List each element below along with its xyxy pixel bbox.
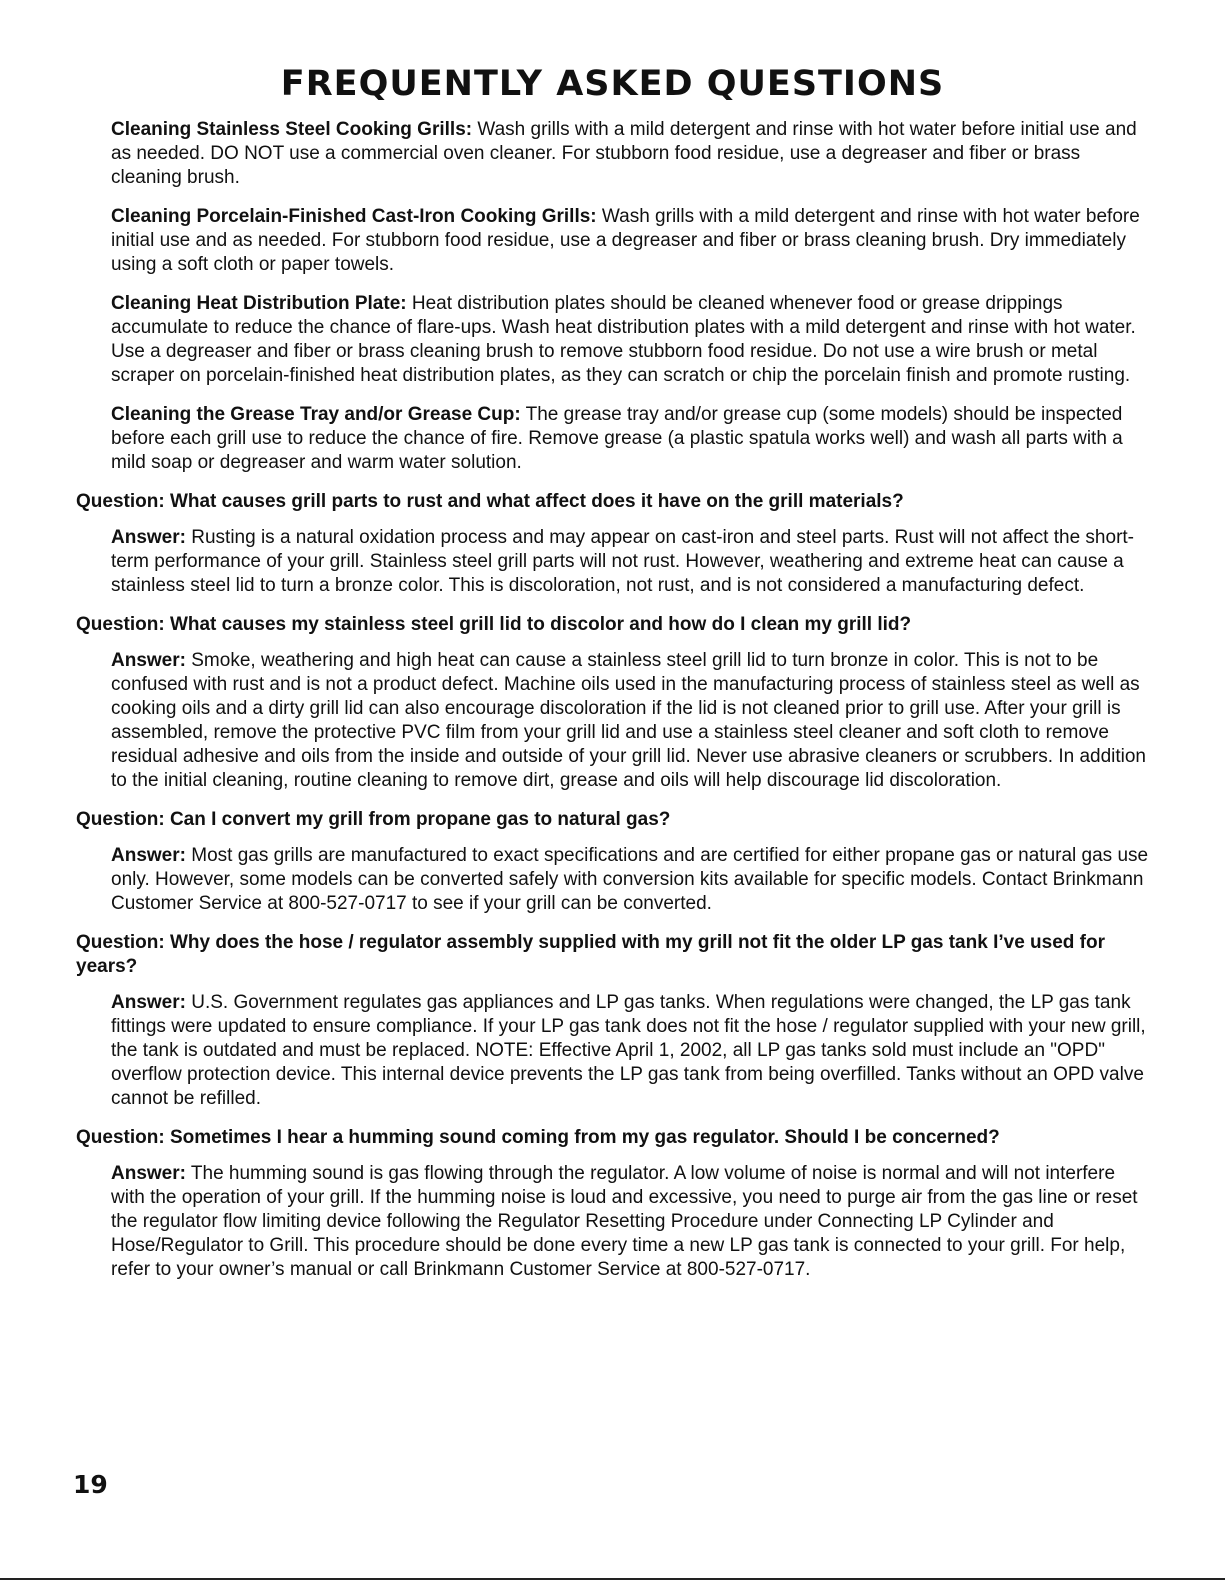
bottom-rule [0, 1578, 1225, 1580]
cleaning-lead: Cleaning Porcelain-Finished Cast-Iron Cooking Grills: [111, 206, 597, 227]
cleaning-stainless-grills [111, 118, 1151, 190]
cleaning-text: The grease tray and/or grease cup (some models) should be inspected before each grill use to reduce the chance of fire. Remove grease (a plastic spatula works well) and wash all parts with a mild soap or degreaser and warm water solution. [111, 404, 1123, 473]
cleaning-text: Wash grills with a mild detergent and rinse with hot water before initial use and as needed. DO NOT use a commercial oven cleaner. For stubborn food residue, use a degreaser and fiber or brass cleaning brush. [111, 119, 1137, 188]
faq-content [76, 118, 1151, 1297]
faq-answer [111, 526, 1151, 598]
cleaning-porcelain-grills [111, 205, 1151, 277]
faq-answer [111, 844, 1151, 916]
page-number: 19 [73, 1470, 108, 1499]
cleaning-text: Wash grills with a mild detergent and rinse with hot water before initial use and as needed. For stubborn food residue, use a degreaser and fiber or brass cleaning brush. Dry immediately using a soft cloth or paper towels. [111, 206, 1140, 275]
cleaning-lead: Cleaning Stainless Steel Cooking Grills: [111, 119, 473, 140]
answer-text: Rusting is a natural oxidation process and may appear on cast-iron and steel parts. Rust will not affect the short-term performance of your grill. Stainless steel grill parts will not rust. However, weathering and extreme heat can cause a stainless steel lid to turn a bronze color. This is discoloration, not rust, and is not considered a manufacturing defect. [111, 527, 1135, 596]
faq-question: Question: Sometimes I hear a humming sound coming from my gas regulator. Should I be concerned? [76, 1127, 1000, 1148]
answer-text: Smoke, weathering and high heat can cause a stainless steel grill lid to turn bronze in color. This is not to be confused with rust and is not a product defect. Machine oils used in the manufacturing process of stainless steel as well as cooking oils and a dirty grill lid can also encourage discoloration if the lid is not cleaned prior to grill use. After your grill is assembled, remove the protective PVC film from your grill lid and use a stainless steel cleaner and soft cloth to remove residual adhesive and oils from the inside and outside of your grill lid. Never use abrasive cleaners or scrubbers. In addition to the initial cleaning, routine cleaning to remove dirt, grease and oils will help discourage lid discoloration. [111, 650, 1146, 791]
answer-text: Most gas grills are manufactured to exact specifications and are certified for either propane gas or natural gas use only. However, some models can be converted safely with conversion kits available for specific models. Contact Brinkmann Customer Service at 800-527-0717 to see if your grill can be converted. [111, 845, 1149, 914]
cleaning-heat-distribution-plate [111, 292, 1151, 388]
answer-lead: Answer: [111, 527, 186, 548]
faq-question: Question: Can I convert my grill from propane gas to natural gas? [76, 809, 671, 830]
faq-answer [111, 649, 1151, 793]
faq-answer [111, 991, 1151, 1111]
answer-lead: Answer: [111, 650, 186, 671]
answer-text: U.S. Government regulates gas appliances and LP gas tanks. When regulations were changed, the LP gas tank fittings were updated to ensure compliance. If your LP gas tank does not fit the hose / regulator supplied with your new grill, the tank is outdated and must be replaced. NOTE: Effective April 1, 2002, all LP gas tanks sold must include an "OPD" overflow protection device. This internal device prevents the LP gas tank from being overfilled. Tanks without an OPD valve cannot be refilled. [111, 992, 1146, 1109]
answer-lead: Answer: [111, 845, 186, 866]
faq-question: Question: Why does the hose / regulator assembly supplied with my grill not fit the older LP gas tank I’ve used for years? [76, 932, 1105, 977]
faq-question: Question: What causes grill parts to rust and what affect does it have on the grill materials? [76, 491, 904, 512]
answer-text: The humming sound is gas flowing through the regulator. A low volume of noise is normal and will not interfere with the operation of your grill. If the humming noise is loud and excessive, you need to purge air from the gas line or reset the regulator flow limiting device following the Regulator Resetting Procedure under Connecting LP Cylinder and Hose/Regulator to Grill. This procedure should be done every time a new LP gas tank is connected to your grill. For help, refer to your owner’s manual or call Brinkmann Customer Service at 800-527-0717. [111, 1163, 1138, 1280]
cleaning-lead: Cleaning Heat Distribution Plate: [111, 293, 407, 314]
cleaning-text: Heat distribution plates should be cleaned whenever food or grease drippings accumulate to reduce the chance of flare-ups. Wash heat distribution plates with a mild detergent and rinse with hot water. Use a degreaser and fiber or brass cleaning brush to remove stubborn food residue. Do not use a wire brush or metal scraper on porcelain-finished heat distribution plates, as they can scratch or chip the porcelain finish and promote rusting. [111, 293, 1136, 386]
faq-question: Question: What causes my stainless steel grill lid to discolor and how do I clean my grill lid? [76, 614, 912, 635]
page-title: FREQUENTLY ASKED QUESTIONS [280, 64, 945, 104]
cleaning-lead: Cleaning the Grease Tray and/or Grease Cup: [111, 404, 521, 425]
answer-lead: Answer: [111, 1163, 186, 1184]
cleaning-grease-tray [111, 403, 1151, 475]
answer-lead: Answer: [111, 992, 186, 1013]
faq-answer [111, 1162, 1151, 1282]
